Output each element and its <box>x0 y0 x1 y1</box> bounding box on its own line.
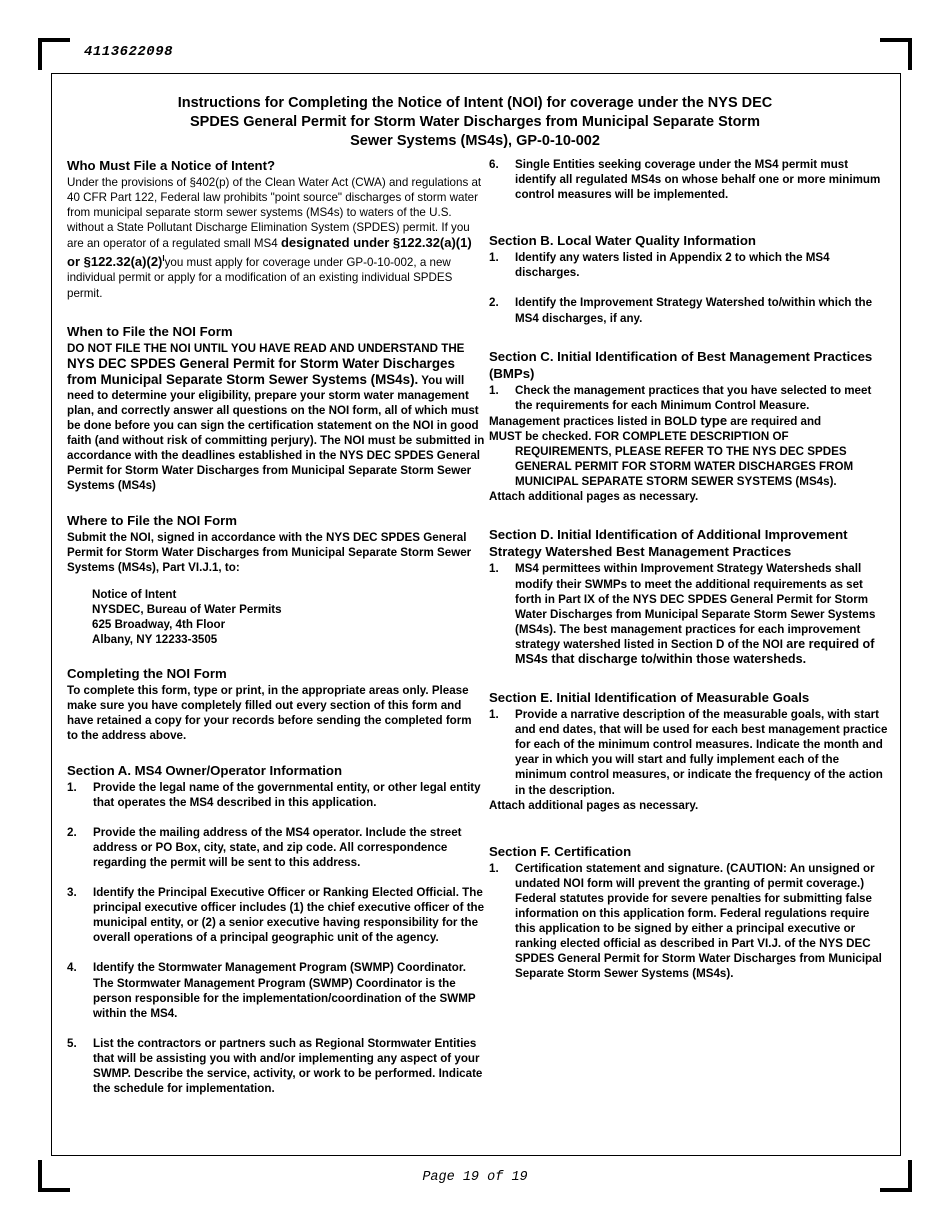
list-item: 1. Certification statement and signature. (CAUTION: An unsigned or undated NOI form will prevent the granting of permit coverage.) Federal statutes provide for severe penalties for submitting false information on this application form. Federal regulations require this application to be signed by either a principal executive or ranking elected official as described in Part VI.J. of the NYS DEC SPDES General Permit for Storm Water Discharges from Municipal Separate Storm Sewer Systems (MS4s). <box>489 861 882 981</box>
title-line-2: SPDES General Permit for Storm Water Discharges from Municipal Separate Storm <box>190 114 760 130</box>
list-item: 1. MS4 permittees within Improvement Strategy Watersheds shall modify their SWMPs to meet the additional requirements as set forth in Part IX of the NYS DEC SPDES General Permit for Storm Water Discharges from Municipal Separate Storm Sewer Systems (MS4s). The best management practices for each improvement strategy watershed listed in Section D of the NOI are required of MS4s that discharge to/within those watersheds. <box>489 562 876 666</box>
section-a <box>67 762 485 1097</box>
requirements-note: REQUIREMENTS, PLEASE REFER TO THE NYS DEC SPDES GENERAL PERMIT FOR STORM WATER DISCHARGES FROM MUNICIPAL SEPARATE STORM SEWER SYSTEMS (MS4s). <box>515 445 854 489</box>
section-e-heading: Section E. Initial Identification of Measurable Goals <box>489 690 810 706</box>
page-number: Page 19 of 19 <box>422 1170 528 1185</box>
section-f <box>489 843 889 982</box>
list-item: 6. Single Entities seeking coverage under the MS4 permit must identify all regulated MS4s on whose behalf one or more minimum control measures will be implemented. <box>489 158 881 202</box>
left-column <box>67 157 485 1096</box>
section-a-heading: Section A. MS4 Owner/Operator Information <box>67 762 343 778</box>
title-line-1: Instructions for Completing the Notice of Intent (NOI) for coverage under the NYS DEC <box>177 95 773 111</box>
where-text: Submit the NOI, signed in accordance with the NYS DEC SPDES General Permit for Storm Water Discharges from Municipal Separate Storm Sewer Systems (MS4s), Part VI.J.1, to: <box>67 530 472 574</box>
section-f-heading: Section F. Certification <box>489 843 632 859</box>
corner-mark-top-left <box>38 38 70 70</box>
must-note: MUST be checked. FOR COMPLETE DESCRIPTION OF <box>489 429 789 443</box>
right-column <box>489 157 889 981</box>
title-line-3: Sewer Systems (MS4s), GP-0-10-002 <box>350 133 600 149</box>
where-section <box>67 512 485 648</box>
list-item: 1. Identify any waters listed in Appendix 2 to which the MS4 discharges. <box>489 251 830 280</box>
mailing-address: Notice of Intent NYSDEC, Bureau of Water Permits 625 Broadway, 4th Floor Albany, NY 12233-3505 <box>92 587 282 647</box>
completing-section <box>67 665 485 743</box>
section-b-heading: Section B. Local Water Quality Information <box>489 233 756 249</box>
list-item: 5. List the contractors or partners such as Regional Stormwater Entities that will be assisting you with and/or implementing any aspect of your SWMP. Describe the service, activity, or work to be performed. Indicate the schedule for implementation. <box>67 1036 483 1096</box>
when-section <box>67 323 485 494</box>
list-item: 1. Provide a narrative description of the measurable goals, with start and end dates, that will be used for each best management practice for each of the minimum control measures. Indicate the month and year in which you will start and fully implement each of the minimum control measures, or indicate the frequency of the action in the description. <box>489 708 888 797</box>
completing-text: To complete this form, type or print, in the appropriate areas only. Please make sure you have completely filled out every section of this form and have retained a copy for your records before sending the completed form to the address above. <box>67 684 472 743</box>
section-d-heading: Section D. Initial Identification of Additional Improvement Strategy Watershed Best Management Practices <box>489 527 848 560</box>
document-id: 4113622098 <box>84 44 174 60</box>
attach-note: Attach additional pages as necessary. <box>489 490 699 504</box>
attach-note: Attach additional pages as necessary. <box>489 798 699 812</box>
when-heading: When to File the NOI Form <box>67 323 233 339</box>
section-c <box>489 348 889 505</box>
completing-heading: Completing the NOI Form <box>67 666 227 682</box>
list-item: 2. Identify the Improvement Strategy Watershed to/within which the MS4 discharges, if any. <box>489 296 873 325</box>
page-title <box>60 94 890 151</box>
who-heading: Who Must File a Notice of Intent? <box>67 158 276 173</box>
section-b <box>489 232 889 325</box>
list-item: 1. Provide the legal name of the governmental entity, or other legal entity that operates the MS4 described in this application. <box>67 780 481 809</box>
when-text: DO NOT FILE THE NOI UNTIL YOU HAVE READ AND UNDERSTAND THE NYS DEC SPDES General Permit for Storm Water Discharges from Municipal Separate Storm Sewer Systems (MS4s). You will need to determine your eligibility, prepare your storm water management plan, and correctly answer all questions on the NOI form, all of which must be done before you can sign the certification statement on the NOI in good faith (and without risk of committing perjury). The NOI must be submitted in accordance with the deadlines established in the NYS DEC SPDES General Permit for Storm Water Discharges from Municipal Separate Storm Sewer Systems (MS4s) <box>67 341 485 493</box>
list-item: 2. Provide the mailing address of the MS4 operator. Include the street address or PO Box, city, state, and zip code. All correspondence regarding the permit will be sent to this address. <box>67 825 462 869</box>
where-heading: Where to File the NOI Form <box>67 512 237 528</box>
management-note: Management practices listed in BOLD type are required and <box>489 412 822 428</box>
who-section <box>67 157 485 301</box>
corner-mark-top-right <box>880 38 912 70</box>
section-c-heading: Section C. Initial Identification of Best Management Practices (BMPs) <box>489 348 873 381</box>
list-item: 1. Check the management practices that you have selected to meet the requirements for each Minimum Control Measure. <box>489 383 872 412</box>
who-text: Under the provisions of §402(p) of the Clean Water Act (CWA) and regulations at 40 CFR Part 122, Federal law prohibits "point source" discharges of storm water from municipal separate storm sewer systems (MS4s) to waters of the U.S. without a State Pollutant Discharge Elimination System (SPDES) permit. If you are an operator of a regulated small MS4 designated under §122.32(a)(1) or $\S 122.32(a)(2)^Iyou$ must apply for coverage under GP-0-10-002, a new individual permit or apply for a modification of an existing individual SPDES permit. <box>67 176 482 300</box>
list-item: 4. Identify the Stormwater Management Program (SWMP) Coordinator. The Stormwater Management Program (SWMP) Coordinator is the person responsible for the implementation/coordination of the SWMP within the MS4. <box>67 961 476 1020</box>
section-e <box>489 689 889 813</box>
section-d <box>489 526 889 667</box>
list-item: 3. Identify the Principal Executive Officer or Ranking Elected Official. The principal executive officer includes (1) the chief executive officer of the municipal entity, or (2) a senior executive having responsibility for the overall operations of a principal geographic unit of the agency. <box>67 886 485 945</box>
